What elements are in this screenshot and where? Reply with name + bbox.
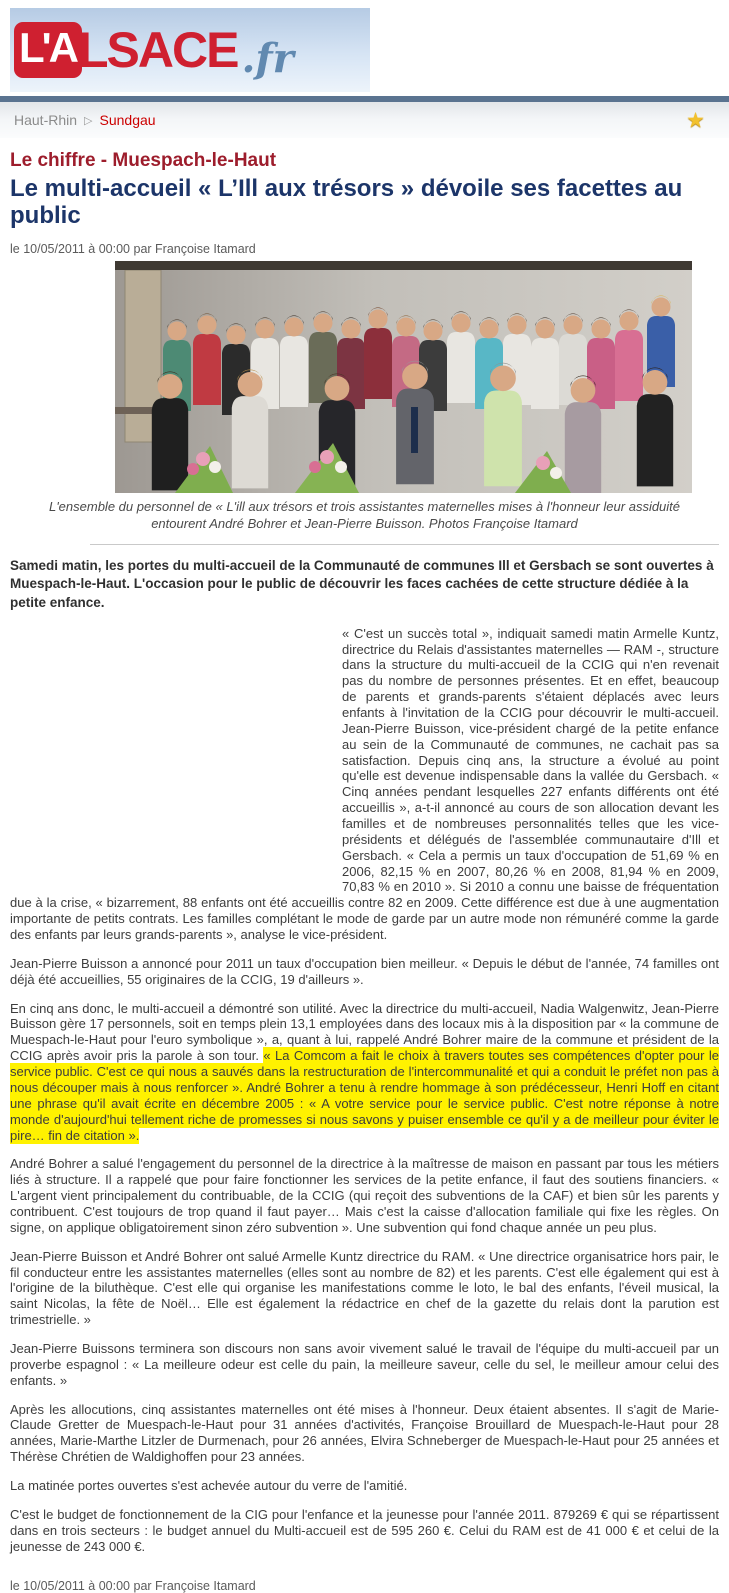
article-paragraph [10, 1001, 719, 1144]
article-paragraph [10, 626, 719, 943]
article-paragraph: Jean-Pierre Buissons terminera son discours non sans avoir vivement salué le travail de l'équipe du multi-accueil par un proverbe espagnol : « La meilleure odeur est celle du pain, la meilleure saveur, celle du sel, le meilleur amour celui des enfants. » [10, 1340, 719, 1388]
logo-text: LSACE [77, 22, 238, 78]
logo-suffix: .fr [241, 34, 294, 82]
paragraph-text: « C'est un succès total », indiquait samedi matin Armelle Kuntz, directrice du Relais d'assistantes maternelles — RAM -, structure dans la structure du multi-accueil de la CCIG qui n'en revenait pas du nombre de personnes présentes. Et en effet, beaucoup de parents et grands-parents s'étaient déplacés avec leurs enfants à l'invitation de la CCIG pour découvrir le multi-accueil. Jean-Pierre Buisson, vice-président chargé de la petite enfance au sein de la Communauté de communes, ne cachait pas sa satisfaction. Depuis cinq ans, la structure a évolué au point qu'elle est devenue indispensable dans la vallée du Gersbach. « Cinq années pendant lesquelles 227 enfants différents ont été accueillis », a-t-il annoncé au cours de son allocation devant les familles et de nombreuses personnalités telles que les vice-présidents et délégués de l'assemblée communautaire d'Ill et Gersbach. « Cela a permis un taux d'occupation de 51,69 % en 2006, 82,15 % en 2007, 80,26 % en 2008, 81,94 % en 2009, 70,83 % en 2010 ». Si 2010 a connu une baisse de fréquentation due à la crise, « bizarrement, 88 enfants ont été accueillis contre 82 en 2009. Cette différence est due à une augmentation importante de petits contrats. Les familles complétant le mode de garde par un autre mode non rémunéré comme la garde des enfants par leurs grands-parents », analyse le vice-président. [10, 625, 719, 943]
article-photo [115, 261, 692, 493]
article-paragraph: Jean-Pierre Buisson a annoncé pour 2011 un taux d'occupation bien meilleur. « Depuis le début de l'année, 74 familles ont déjà été accueillies, 55 originaires de la CCIG, 19 d'ailleurs ». [10, 955, 719, 987]
photo-caption: L'ensemble du personnel de « L'ill aux trésors et trois assistantes maternelles mises à l'honneur leur assiduité entourent André Bohrer et Jean-Pierre Buisson. Photos Françoise Itamard [48, 499, 681, 531]
chevron-right-icon: ▷ [84, 114, 93, 127]
article-paragraph: La matinée portes ouvertes s'est achevée autour du verre de l'amitié. [10, 1477, 408, 1493]
highlighted-text: « La Comcom a fait le choix à travers toutes ses compétences d'opter pour le service public. C'est ce qui nous a sauvés dans la restructuration de l'intercommunalité et qui a conduit le préfet non pas à nous découper mais à nous renforcer ». André Bohrer a tenu à rendre hommage à son prédécesseur, Henri Hoff en citant une phrase qu'il avait écrite en décembre 2005 : « A votre service pour le service public. C'est notre réponse à notre monde d'aujourd'hui tellement riche de promesses si nous savons y puiser ensemble ce qu'il y a de meilleur pour éviter le pire… fin de citation ». [10, 1048, 720, 1143]
breadcrumb [0, 102, 729, 138]
article-paragraph: Jean-Pierre Buisson et André Bohrer ont salué Armelle Kuntz directrice du RAM. « Une directrice organisatrice hors pair, le fil conducteur entre les assistantes maternelles (elles sont au nombre de 82) et les parents. C'est elle également qui est à l'origine de la biluthèque. C'est elle qui organise les manifestations comme le loto, le bal des enfants, l'éveil musical, la saint Nicolas, la fête de Noël… Elle est également la rédactrice en chef de la gazette du relais dont la parution est trimestrielle. » [10, 1248, 719, 1328]
breadcrumb-region-link[interactable]: Haut-Rhin [14, 112, 78, 128]
article-footer-byline: le 10/05/2011 à 00:00 par Françoise Itamard [10, 1579, 256, 1593]
logo-la-icon: L'A [14, 22, 82, 78]
caption-divider [90, 544, 719, 545]
breadcrumb-section-link[interactable]: Sundgau [99, 112, 156, 128]
article [0, 150, 729, 1593]
article-paragraph: C'est le budget de fonctionnement de la CIG pour l'enfance et la jeunesse pour l'année 2011. 879269 € qui se répartissent dans en trois secteurs : le budget annuel du Multi-accueil est de 595 260 €. Celui du RAM est de 41 000 € et celui de la jeunesse de 243 000 €. [10, 1506, 719, 1554]
article-byline: le 10/05/2011 à 00:00 par Françoise Itamard [10, 242, 256, 257]
page-title: Le multi-accueil « L’Ill aux trésors » dévoile ses facettes au public [10, 174, 683, 229]
article-paragraph: Après les allocutions, cinq assistantes maternelles ont été mises à l'honneur. Deux étaient absentes. Il s'agit de Marie-Claude Gretter de Muespach-le-Haut pour 31 années d'activités, Françoise Brouillard de Muespach-le-Haut pour 28 années, Marie-Marthe Litzler de Durmenach, pour 26 années, Elvira Schneberger de Muespach-le-Haut pour 25 années et Thérèse Chrétien de Waldighoffen pour 23 années. [10, 1401, 719, 1465]
article-intro: Samedi matin, les portes du multi-accueil de la Communauté de communes Ill et Gersbach se sont ouvertes à Muespach-le-Haut. L'occasion pour le public de découvrir les faces cachées de cette structure dédiée à la petite enfance. [10, 557, 714, 611]
site-header [0, 0, 729, 92]
article-kicker: Le chiffre - Muespach-le-Haut [10, 150, 277, 171]
article-paragraph: André Bohrer a salué l'engagement du personnel de la directrice à la maîtresse de maison en passant par tous les métiers liés à structure. Il a rappelé que pour faire fonctionner les services de la petite enfance, il faut des soutiens financiers. « L'argent vient principalement du contribuable, de la CCIG (qui reçoit des subventions de la CAF) et bien sûr les parents y contribuent. C'est toujours de trop quand il faut payer… Mais c'est la caisse d'allocation familiale qui fixe les règles. On signe, on applique obligatoirement sinon zéro subvention ». Une subvention qui fond chaque année un peu plus. [10, 1156, 719, 1235]
ad-placeholder [10, 626, 342, 892]
site-logo[interactable] [10, 8, 370, 92]
bookmark-star-icon[interactable]: ★ [686, 108, 705, 132]
paragraph-text: En cinq ans donc, le multi-accueil a démontré son utilité. Avec la directrice du multi-accueil, Nadia Walgenwitz, Jean-Pierre Buisson gère 17 personnels, soit en temps plein 13,1 employées dans des locaux mis à la disposition par « la commune de Muespach-le-Haut pour l'euro symbolique », a, quant à lui, rappelé André Bohrer maire de la commune et président de la CCIG après avoir pris la parole à son tour. [10, 1000, 719, 1064]
